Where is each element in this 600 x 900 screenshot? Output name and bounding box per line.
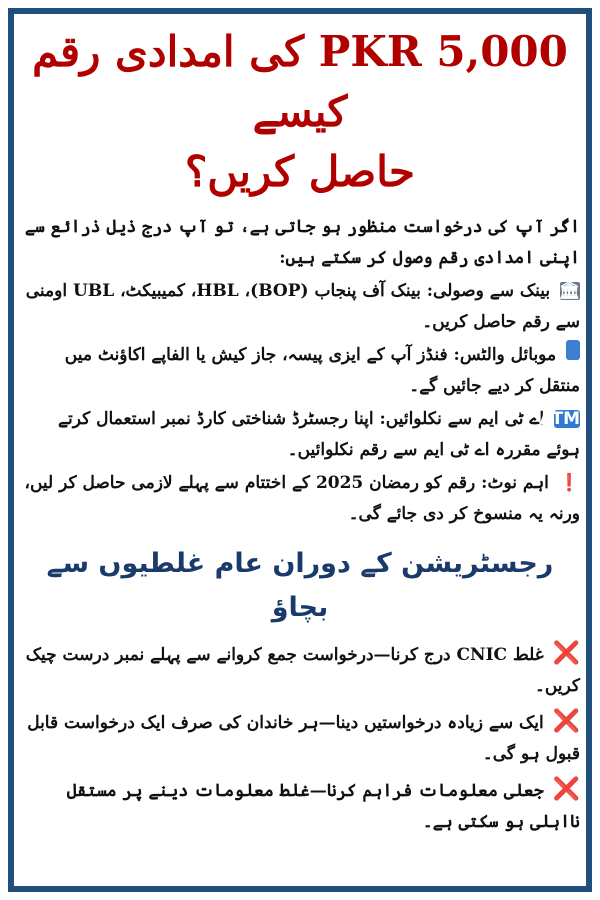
section-heading: رجسٹریشن کے دوران عام غلطیوں سے بچاؤ xyxy=(46,548,554,623)
mobile-phone-icon xyxy=(566,340,580,360)
intro-paragraph: اگر آپ کی درخواست منظور ہو جاتی ہے، تو آپ درج ذیل ذرائع سے اپنی امدادی رقم وصول کر سکتے ہیں: xyxy=(24,217,580,268)
cross-mark-icon: ❌ xyxy=(552,641,580,666)
method-atm xyxy=(20,404,580,466)
method-atm-text: اے ٹی ایم سے نکلوائیں: اپنا رجسٹرڈ شناختی کارڈ نمبر استعمال کرتے ہوئے مقررہ اے ٹی ایم سے رقم نکلوائیں۔ xyxy=(58,409,580,460)
method-mobile-text: موبائل والٹس: فنڈز آپ کے ایزی پیسہ، جاز کیش یا الفاپے اکاؤنٹ میں منتقل کر دیے جائیں گے۔ xyxy=(64,345,580,396)
important-note xyxy=(20,468,580,530)
atm-icon: ATM xyxy=(539,409,580,429)
mistake-item xyxy=(20,774,580,838)
cross-mark-icon: ❌ xyxy=(552,777,580,802)
mistake-item xyxy=(20,638,580,702)
content-body xyxy=(20,212,580,838)
mistake-text: جعلی معلومات فراہم کرنا—غلط معلومات دینے پر مستقل نااہلی ہو سکتی ہے۔ xyxy=(66,781,580,832)
page-title xyxy=(20,22,580,202)
method-mobile-wallet xyxy=(20,340,580,402)
method-bank-text: بینک سے وصولی: بینک آف پنجاب (BOP)، HBL، کمیبیکٹ، UBL اومنی سے رقم حاصل کریں۔ xyxy=(25,281,580,332)
mistake-text: غلط CNIC درج کرنا—درخواست جمع کروانے سے پہلے نمبر درست چیک کریں۔ xyxy=(25,645,580,696)
exclamation-icon: ❗ xyxy=(558,473,580,493)
title-line2: حاصل کریں؟ xyxy=(185,147,415,196)
title-line1: کی امدادی رقم کیسے xyxy=(32,27,348,136)
bank-icon: 🏛 xyxy=(558,281,580,301)
method-bank xyxy=(20,276,580,338)
article xyxy=(20,22,580,842)
mistake-item xyxy=(20,706,580,770)
important-note-text: اہم نوٹ: رقم کو رمضان 2025 کے اختتام سے پہلے لازمی حاصل کر لیں، ورنہ یہ منسوخ کر دی جائے گی۔ xyxy=(24,473,580,524)
cross-mark-icon: ❌ xyxy=(552,709,580,734)
title-amount: PKR 5,000 xyxy=(318,27,568,76)
mistake-text: ایک سے زیادہ درخواستیں دینا—ہر خاندان کی صرف ایک درخواست قابل قبول ہو گی۔ xyxy=(27,713,580,764)
